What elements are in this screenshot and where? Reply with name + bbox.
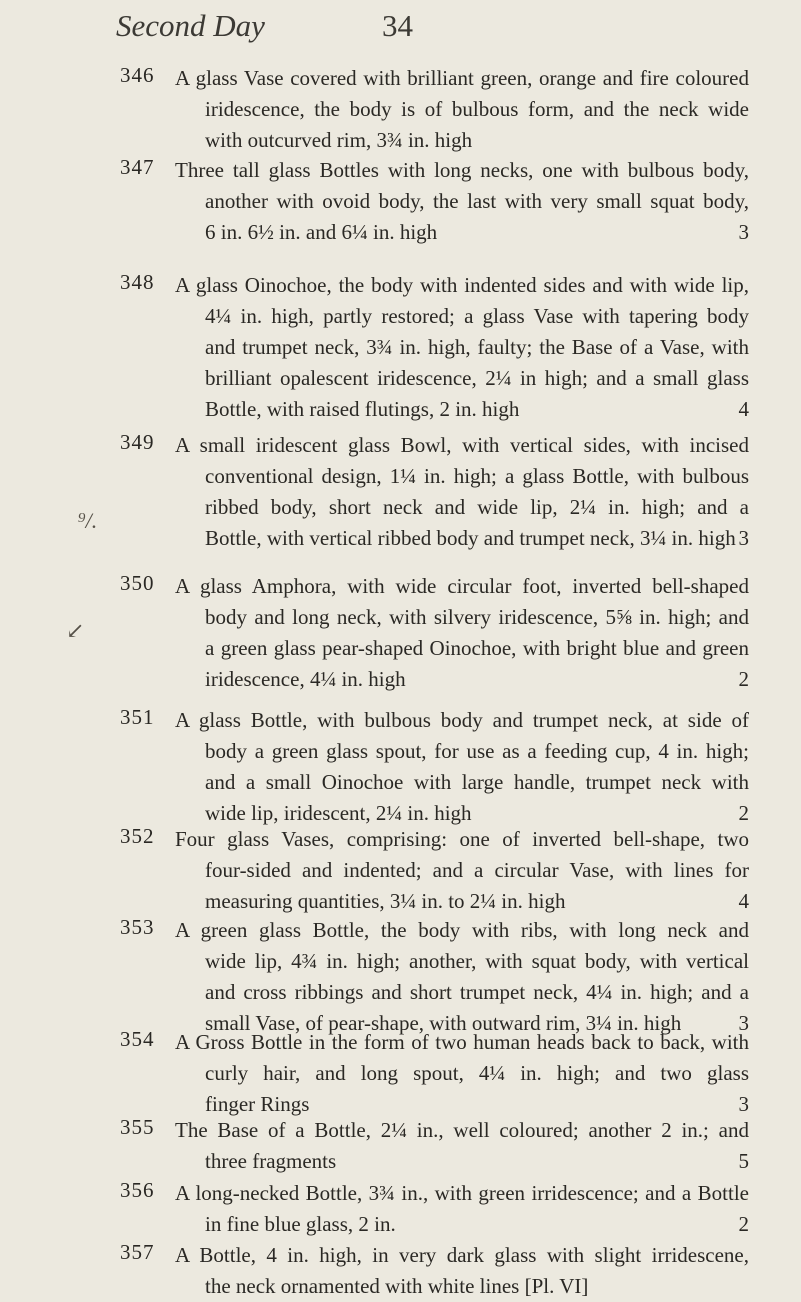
lot-description-line: wide lip, 4¾ in. high; another, with squat body, with vertical <box>205 949 749 973</box>
lot-description-line: Bottle, with vertical ribbed body and trumpet neck, 3¼ in. high 3 <box>175 523 749 554</box>
lot-description <box>175 1027 749 1120</box>
lot-number: 347 <box>120 155 155 179</box>
lot-description-line: A glass Bottle, with bulbous body and trumpet neck, at side of <box>175 708 749 732</box>
lot-description-line: A Bottle, 4 in. high, in very dark glass with slight irridescene, <box>175 1243 749 1267</box>
lot-description <box>175 915 749 1039</box>
lot-description-line: A Gross Bottle in the form of two human heads back to back, with <box>175 1030 749 1054</box>
lot-number: 357 <box>120 1240 155 1264</box>
lot-description-line: and trumpet neck, 3¾ in. high, faulty; the Base of a Vase, with <box>205 335 749 359</box>
lot-description-line: ribbed body, short neck and wide lip, 2¼ in. high; and a <box>205 495 749 519</box>
lot-description <box>175 63 749 156</box>
lot-description-line: Four glass Vases, comprising: one of inverted bell-shape, two <box>175 827 749 851</box>
lot-description <box>175 705 749 829</box>
lot-description-line: Bottle, with raised flutings, 2 in. high 4 <box>175 394 749 425</box>
lot-description <box>175 824 749 917</box>
lot-description-line: Three tall glass Bottles with long necks, one with bulbous body, <box>175 158 749 182</box>
lot-description-line: 4¼ in. high, partly restored; a glass Vase with tapering body <box>205 304 749 328</box>
lot-description-line: another with ovoid body, the last with very small squat body, <box>205 189 749 213</box>
running-title: Second Day <box>116 8 265 43</box>
lot-description-line: with outcurved rim, 3¾ in. high <box>205 128 473 152</box>
lot-quantity: 4 <box>738 397 749 421</box>
lot-number: 355 <box>120 1115 155 1139</box>
lot-quantity: 3 <box>738 220 749 244</box>
lot-description-line: measuring quantities, 3¼ in. to 2¼ in. high 4 <box>175 886 749 917</box>
lot-quantity: 3 <box>738 526 749 550</box>
page-header <box>116 8 761 48</box>
lot-number: 354 <box>120 1027 155 1051</box>
lot-description-line: the neck ornamented with white lines [Pl. VI] <box>205 1274 589 1298</box>
lot-description-line: A glass Vase covered with brilliant green, orange and fire coloured <box>175 66 749 90</box>
lot-description-line: A long-necked Bottle, 3¾ in., with green irridescence; and a Bottle <box>175 1181 749 1205</box>
lot-description-line: The Base of a Bottle, 2¼ in., well coloured; another 2 in.; and <box>175 1118 749 1142</box>
lot-number: 348 <box>120 270 155 294</box>
lot-number: 351 <box>120 705 155 729</box>
page-number: 34 <box>382 8 413 43</box>
lot-description-line: and cross ribbings and short trumpet neck, 4¼ in. high; and a <box>205 980 749 1004</box>
lot-description-line: and a small Oinochoe with large handle, trumpet neck with <box>205 770 749 794</box>
lot-description <box>175 1115 749 1177</box>
lot-quantity: 2 <box>738 1212 749 1236</box>
lot-description-line: conventional design, 1¼ in. high; a glass Bottle, with bulbous <box>205 464 749 488</box>
lot-description-line: A glass Amphora, with wide circular foot, inverted bell-shaped <box>175 574 749 598</box>
lot-description-line: finger Rings 3 <box>175 1089 749 1120</box>
lot-description-line: A green glass Bottle, the body with ribs, with long neck and <box>175 918 749 942</box>
lot-quantity: 2 <box>738 801 749 825</box>
lot-description-line: small Vase, of pear-shape, with outward rim, 3¼ in. high 3 <box>175 1008 749 1039</box>
lot-description-line: brilliant opalescent iridescence, 2¼ in high; and a small glass <box>205 366 749 390</box>
lot-description <box>175 430 749 554</box>
lot-quantity: 5 <box>738 1149 749 1173</box>
lot-number: 346 <box>120 63 155 87</box>
lot-description-line: body a green glass spout, for use as a feeding cup, 4 in. high; <box>205 739 749 763</box>
lot-description-line: three fragments 5 <box>175 1146 749 1177</box>
lot-number: 353 <box>120 915 155 939</box>
lot-description <box>175 270 749 425</box>
lot-number: 352 <box>120 824 155 848</box>
lot-number: 349 <box>120 430 155 454</box>
lot-description-line: iridescence, the body is of bulbous form, and the neck wide <box>205 97 749 121</box>
lot-description <box>175 1240 749 1302</box>
lot-quantity: 3 <box>738 1011 749 1035</box>
lot-description-line: body and long neck, with silvery iridescence, 5⅝ in. high; and <box>205 605 749 629</box>
lot-number: 356 <box>120 1178 155 1202</box>
lot-quantity: 2 <box>738 667 749 691</box>
lot-description-line: 6 in. 6½ in. and 6¼ in. high 3 <box>175 217 749 248</box>
margin-annotation-arrow: ↙ <box>66 618 85 643</box>
lot-description-line: A small iridescent glass Bowl, with vertical sides, with incised <box>175 433 749 457</box>
lot-description-line: A glass Oinochoe, the body with indented sides and with wide lip, <box>175 273 749 297</box>
lot-description-line: wide lip, iridescent, 2¼ in. high 2 <box>175 798 749 829</box>
margin-annotation: ⁹/. <box>78 508 98 533</box>
lot-description <box>175 1178 749 1240</box>
lot-description-line: iridescence, 4¼ in. high 2 <box>175 664 749 695</box>
lot-description-line: curly hair, and long spout, 4¼ in. high; and two glass <box>205 1061 749 1085</box>
lot-description-line: a green glass pear-shaped Oinochoe, with bright blue and green <box>205 636 749 660</box>
lot-quantity: 3 <box>738 1092 749 1116</box>
lot-number: 350 <box>120 571 155 595</box>
lot-description-line: in fine blue glass, 2 in. 2 <box>175 1209 749 1240</box>
lot-description <box>175 571 749 695</box>
lot-quantity: 4 <box>738 889 749 913</box>
lot-description <box>175 155 749 248</box>
lot-description-line: four-sided and indented; and a circular Vase, with lines for <box>205 858 749 882</box>
